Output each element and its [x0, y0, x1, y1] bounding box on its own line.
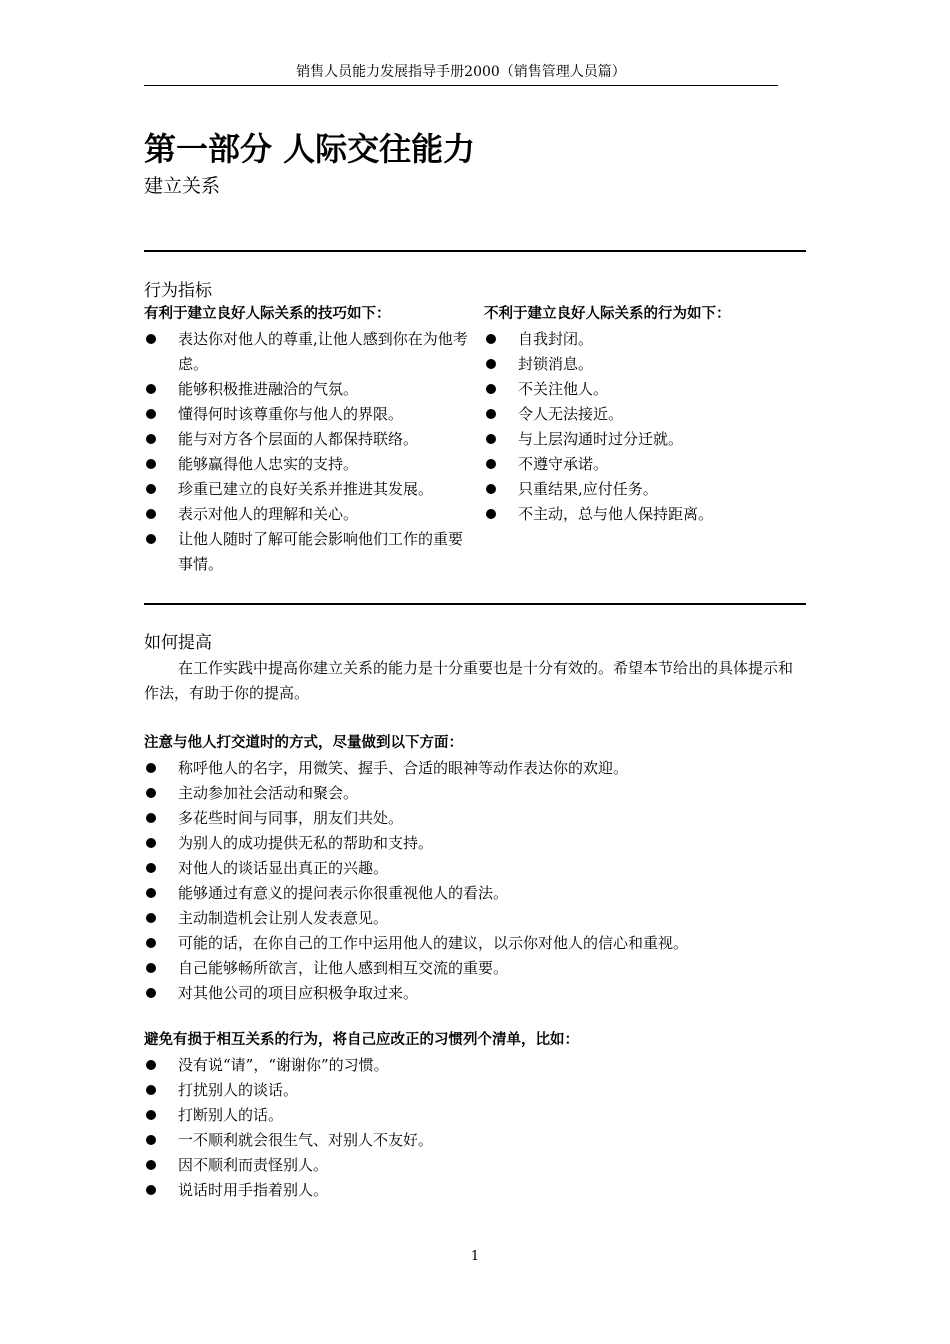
page-number: 1	[470, 1249, 480, 1264]
part-title: 第一部分 人际交往能力	[144, 130, 476, 168]
list-item: 封锁消息。	[484, 352, 806, 377]
list-item: 只重结果,应付任务。	[484, 477, 806, 502]
list-item: 打扰别人的谈话。	[144, 1078, 806, 1103]
list-item: 因不顺利而责怪别人。	[144, 1153, 806, 1178]
list-item: 能够赢得他人忠实的支持。	[144, 452, 474, 477]
list-item: 可能的话，在你自己的工作中运用他人的建议，以示你对他人的信心和重视。	[144, 931, 806, 956]
list-item: 不关注他人。	[484, 377, 806, 402]
section-divider-top	[144, 250, 806, 252]
section-divider-bottom	[144, 603, 806, 605]
positive-behaviors-column	[144, 302, 474, 577]
negative-behaviors-list	[484, 327, 806, 527]
list-item: 对他人的谈话显出真正的兴趣。	[144, 856, 806, 881]
list-item: 对其他公司的项目应积极争取过来。	[144, 981, 806, 1006]
list-item: 不遵守承诺。	[484, 452, 806, 477]
list-item: 让他人随时了解可能会影响他们工作的重要事情。	[144, 527, 474, 577]
positive-behaviors-list	[144, 327, 474, 577]
list-item: 与上层沟通时过分迁就。	[484, 427, 806, 452]
list-item: 不主动，总与他人保持距离。	[484, 502, 806, 527]
list-item: 自己能够畅所欲言，让他人感到相互交流的重要。	[144, 956, 806, 981]
improve-heading: 如何提高	[144, 633, 212, 653]
indicators-heading: 行为指标	[144, 281, 212, 301]
list-item: 自我封闭。	[484, 327, 806, 352]
negative-behaviors-heading: 不利于建立良好人际关系的行为如下：	[484, 306, 731, 322]
attention-section	[144, 731, 806, 1006]
part-subtitle: 建立关系	[144, 175, 221, 197]
list-item: 没有说“请”，“谢谢你”的习惯。	[144, 1053, 806, 1078]
avoid-heading: 避免有损于相互关系的行为，将自己应改正的习惯列个清单，比如：	[144, 1032, 579, 1048]
list-item: 主动制造机会让别人发表意见。	[144, 906, 806, 931]
improve-intro-paragraph: 在工作实践中提高你建立关系的能力是十分重要也是十分有效的。希望本节给出的具体提示和作法，有助于你的提高。	[144, 659, 794, 702]
list-item: 多花些时间与同事，朋友们共处。	[144, 806, 806, 831]
list-item: 说话时用手指着别人。	[144, 1178, 806, 1203]
avoid-section	[144, 1028, 806, 1203]
list-item: 珍重已建立的良好关系并推进其发展。	[144, 477, 474, 502]
list-item: 为别人的成功提供无私的帮助和支持。	[144, 831, 806, 856]
list-item: 懂得何时该尊重你与他人的界限。	[144, 402, 474, 427]
running-header: 销售人员能力发展指导手册2000（销售管理人员篇）	[296, 64, 626, 80]
list-item: 打断别人的话。	[144, 1103, 806, 1128]
list-item: 表示对他人的理解和关心。	[144, 502, 474, 527]
list-item: 表达你对他人的尊重,让他人感到你在为他考虑。	[144, 327, 474, 377]
attention-heading: 注意与他人打交道时的方式，尽量做到以下方面：	[144, 735, 463, 751]
list-item: 能与对方各个层面的人都保持联络。	[144, 427, 474, 452]
list-item: 令人无法接近。	[484, 402, 806, 427]
avoid-list	[144, 1053, 806, 1203]
list-item: 能够积极推进融洽的气氛。	[144, 377, 474, 402]
list-item: 主动参加社会活动和聚会。	[144, 781, 806, 806]
negative-behaviors-column	[484, 302, 806, 527]
list-item: 称呼他人的名字，用微笑、握手、合适的眼神等动作表达你的欢迎。	[144, 756, 806, 781]
attention-list	[144, 756, 806, 1006]
list-item: 能够通过有意义的提问表示你很重视他人的看法。	[144, 881, 806, 906]
positive-behaviors-heading: 有利于建立良好人际关系的技巧如下：	[144, 306, 391, 322]
header-rule	[144, 85, 778, 86]
list-item: 一不顺利就会很生气、对别人不友好。	[144, 1128, 806, 1153]
